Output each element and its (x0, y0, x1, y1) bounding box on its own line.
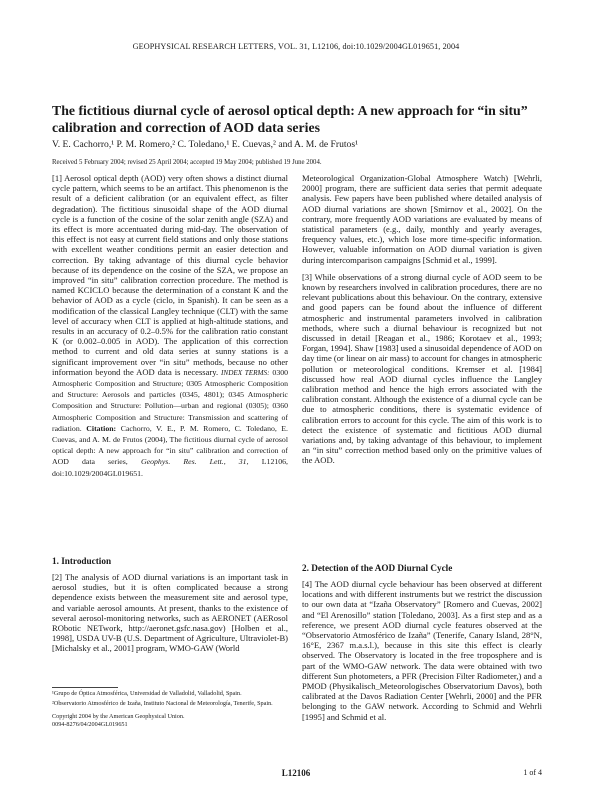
footnotes (52, 690, 288, 729)
abstract (52, 173, 288, 479)
abstract-text: Aerosol optical depth (AOD) very often shows a distinct diurnal cycle pattern, which seems to be an artifact. This phenomenon is the result of a deficient calibration (or an equivalent effect, as filter degradation). The fictitious sinusoidal shape of the AOD diurnal cycle is a function of the cosine of the solar zenith angle (SZA) and its effect is more accentuated during mid-day. The observation of this effect is not easy at current field stations and only those stations with excellent weather conditions permit an easier detection and correction. By taking advantage of this diurnal cycle behavior because of its dependence on the cosine of the SZA, we propose an improved “in situ” calibration correction procedure. The method is named KCICLO because the determination of a constant K and the behavior of AOD as a cycle (ciclo, in Spanish). It can be seen as a modification of the classical Langley technique (CLT) with the same level of accuracy when CLT is applied at high-altitude stations, and results in an accuracy of 0.2–0.5% for the calibration ratio constant K (or 0.002–0.005 in AOD). The application of this correction method to current and old data series at sunny stations is a significant improvement over “in situ” methods, because no other information beyond the AOD data is necessary. (52, 173, 288, 377)
paragraph-3-text: While observations of a strong diurnal cycle of AOD seem to be known by researchers involved in calibration procedures, there are no relevant publications about this behaviour. On the contrary, extensive and good papers can be found about the influence of different atmospheric and instrumental parameters involved in calibration methods, where such a diurnal behaviour is recognized but not discussed in detail [Reagan et al., 1986; Korotaev et al., 1993; Forgan, 1994]. Shaw [1983] used a sinusoidal dependence of AOD on day time (or linear on air mass) to account for changes in atmospheric pollution or meteorological conditions. Kremser et al. [1984] discussed how real AOD diurnal cycles influence the Langley calibration method and hence the high errors associated with the calibration constant. Although the existence of a diurnal cycle can be due to atmospheric conditions, there is systematic evidence of calibration errors to account for this cycle. The aim of this work is to detect the existence of systematic and fictitious AOD diurnal variations and, by taking advantage of this behaviour, to implement an “in situ” correction method based only on the primitive values of the AOD. (302, 271, 542, 466)
page-identifier: L12106 (281, 768, 311, 778)
footnote-affiliation-2: ²Observatorio Atmosférico de Izaña, Instituto Nacional de Meteorología, Tenerife, Spain. (52, 700, 273, 707)
citation-label: Citation: (86, 423, 117, 433)
running-header: GEOPHYSICAL RESEARCH LETTERS, VOL. 31, L12106, doi:10.1029/2004GL019651, 2004 (132, 42, 460, 51)
index-terms: 0300 Atmospheric Composition and Structure; 0305 Atmospheric Composition and Structure: Aerosols and particles (0345, 4801); 0345 Atmospheric Composition and Structure: Pollution—urban and regional (0305); 0360 Atmospheric Composition and Structure: Transmission and scattering of radiation. (52, 367, 289, 433)
citation-end: L12106, doi:10.1029/2004GL019651. (52, 457, 289, 478)
introduction-text: The analysis of AOD diurnal variations is an important task in aerosol studies, but it is often complicated because a strong dependence exists between the measurement site and aerosol type, and variable aerosol amounts. At present, thanks to the existence of several aerosol-monitoring networks, such as AERONET (AERosol RObotic NETwork, http://aeronet.gsfc.nasa.gov) [Holben et al., 1998], USDA UV-B (U.S. Department of Agriculture, Ultraviolet-B) [Michalsky et al., 2001] program, WMO-GAW (World (52, 572, 288, 654)
citation-text: Cachorro, V. E., P. M. Romero, C. Toledano, E. Cuevas, and A. M. de Frutos (2004), The fictitious diurnal cycle of aerosol optical depth: A new approach for “in situ” calibration and correction of AOD data series, (52, 423, 288, 467)
paragraph-number: [2] (52, 572, 62, 582)
article-code: 0094-8276/04/2004GL019651 (52, 721, 128, 728)
introduction-continuation: Meteorological Organization-Global Atmosphere Watch) [Wehrli, 2000] program, there are sufficient data series that permit adequate analysis. Few papers have been published where detailed analysis of AOD diurnal variations are shown [Smirnov et al., 2002]. On the contrary, more frequently AOD variations are evaluated by means of statistical parameters (e.g., daily, monthly and yearly averages, frequency values, etc.), which lose more time-specific information. However, valuable information on AOD diurnal variation is given during intercomparison campaigns [Schmid et al., 1999]. (302, 173, 542, 265)
paper-title: The fictitious diurnal cycle of aerosol optical depth: A new approach for “in situ” calibration and correction of AOD data series (52, 103, 528, 135)
paragraph-number: [3] (302, 271, 312, 282)
paragraph-4-text: The AOD diurnal cycle behaviour has been observed at different locations and with different instruments but we restrict the discussion to our own data at “Izaña Observatory” [Romero and Cuevas, 2002] and “El Arenosillo” station [Toledano, 2003]. As a first step and as a reference, we present AOD diurnal cycle features observed at the “Observatorio Atmosférico de Izaña” (Tenerife, Canary Island, 28°N, 16°E, 2367 m.a.s.l.), because in this site this effect is clearly observed. The Observatory is located in the free troposphere and is part of the WMO-GAW network. The data were obtained with two different Sun photometers, a PFR (Precision Filter Radiometer,) and a PMOD (Physikalisch_Meteorologisches Observatorium Davos), both calibrated at the Davos Radiation Center [Wehrli, 2000] and the PFR belonging to the GAW network. According to Schmid and Wehrli [1995] and Schmid et al. (302, 579, 543, 722)
copyright-notice: Copyright 2004 by the American Geophysical Union. (52, 713, 185, 720)
section-2-paragraph (302, 579, 542, 722)
section-heading-introduction: 1. Introduction (52, 556, 112, 566)
author-list: V. E. Cachorro,¹ P. M. Romero,² C. Toledano,¹ E. Cuevas,² and A. M. de Frutos¹ (52, 139, 358, 150)
page-count: 1 of 4 (523, 768, 542, 777)
footnote-rule (52, 687, 118, 688)
right-column-continuation (302, 173, 542, 466)
index-terms-label: INDEX TERMS: (221, 368, 270, 377)
introduction-paragraph (52, 572, 288, 654)
footnote-affiliation-1: ¹Grupo de Óptica Atmosférica, Universidad de Valladolid, Valladolid, Spain. (52, 690, 242, 697)
abstract-paragraph-number: [1] (52, 173, 62, 183)
paragraph-number: [4] (302, 579, 312, 589)
citation-journal: Geophys. Res. Lett., 31, (141, 457, 249, 467)
received-dates: Received 5 February 2004; revised 25 April 2004; accepted 19 May 2004; published 19 June 2004. (52, 159, 322, 166)
section-heading-detection: 2. Detection of the AOD Diurnal Cycle (302, 563, 453, 573)
